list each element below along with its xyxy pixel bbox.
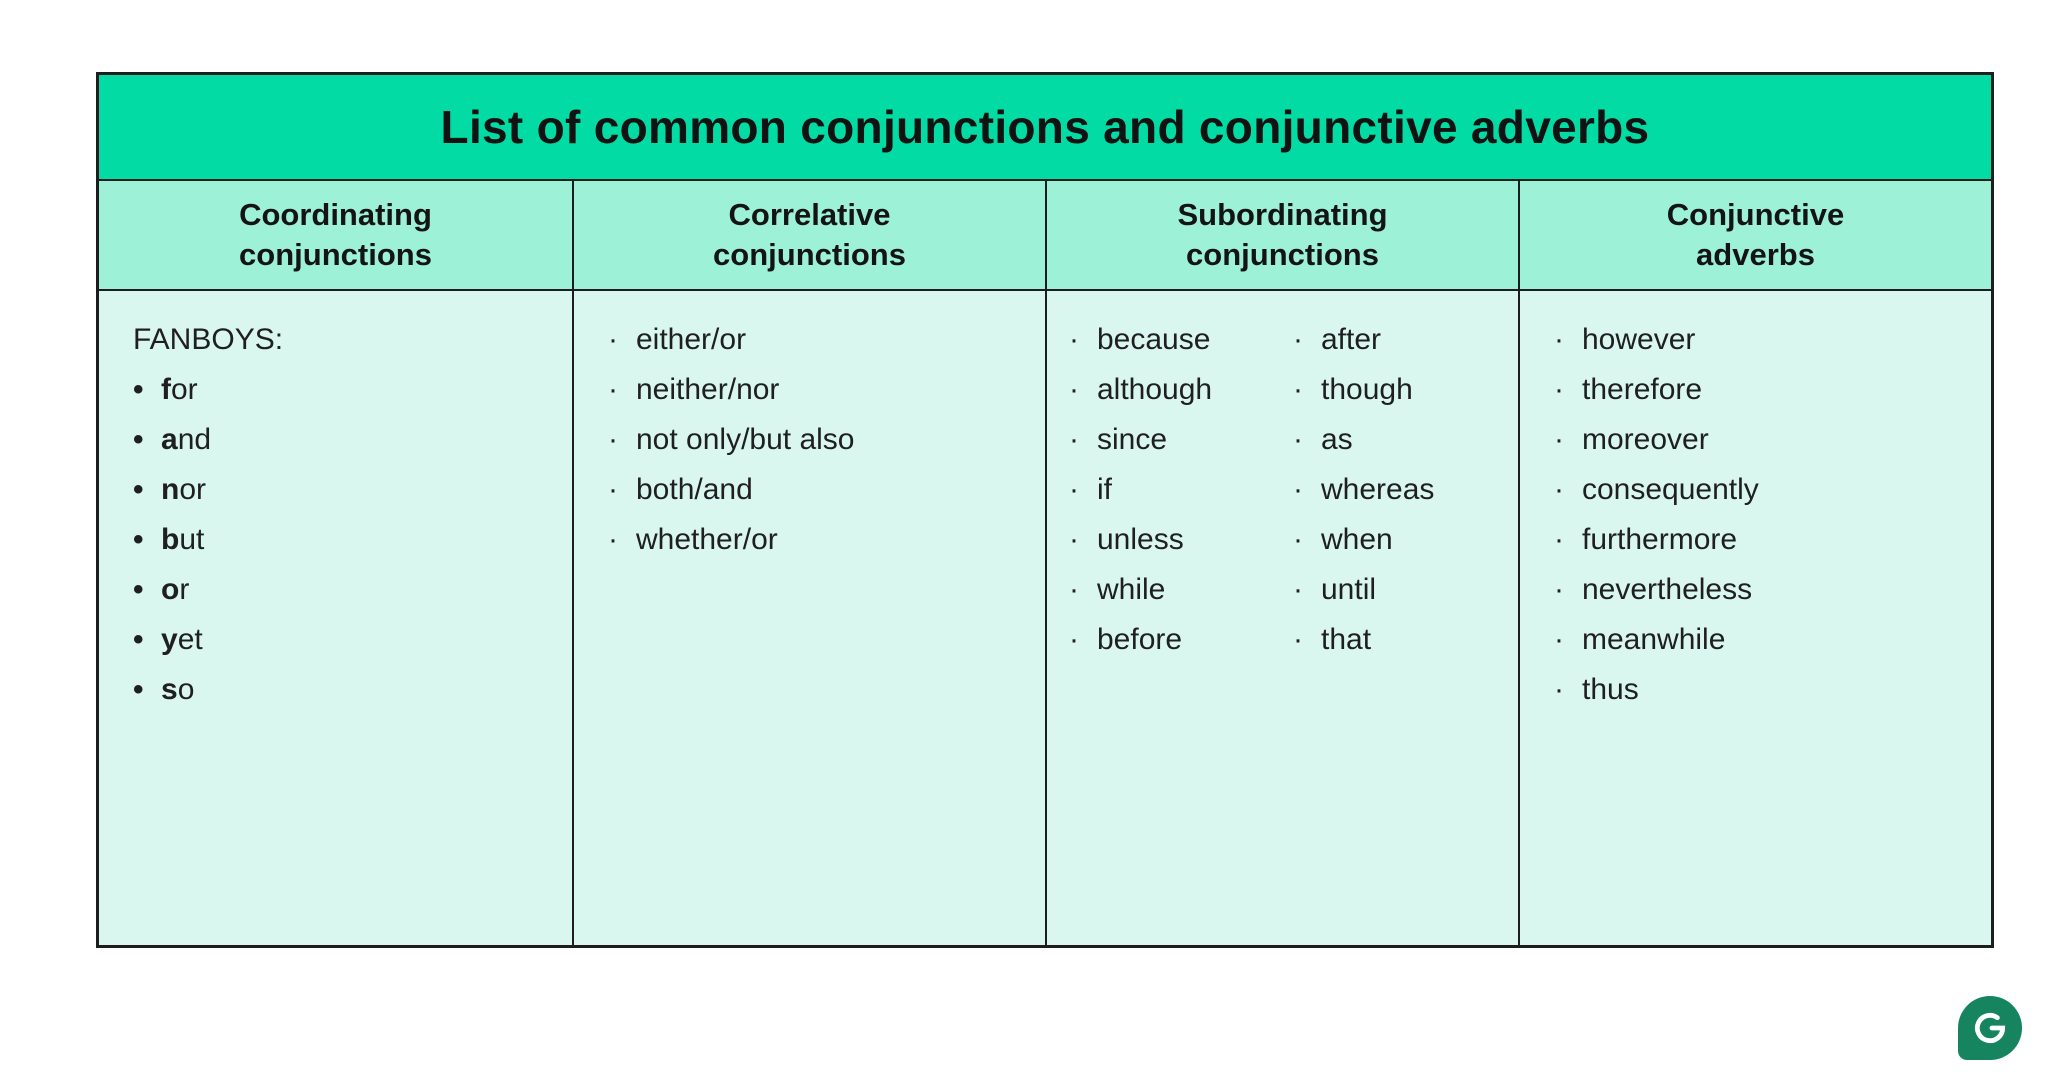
cell-correlative-conjunctions <box>572 291 1045 945</box>
table-title-bar <box>99 75 1991 181</box>
list-item <box>1554 365 1977 415</box>
list-item-label: nevertheless <box>1582 573 1753 606</box>
bullet-icon: • <box>133 473 144 506</box>
bullet-icon: · <box>1293 523 1303 556</box>
list-item <box>608 365 1031 415</box>
bullet-icon: · <box>1554 673 1564 706</box>
list-item <box>1293 565 1518 615</box>
list-item <box>1554 415 1977 465</box>
bullet-icon: · <box>608 423 618 456</box>
bullet-icon: • <box>133 573 144 606</box>
table-header-row <box>99 181 1991 291</box>
list-item-label: moreover <box>1582 423 1709 456</box>
table-body-row <box>99 291 1991 945</box>
conjunctions-table <box>96 72 1994 948</box>
bullet-icon: · <box>1069 423 1079 456</box>
list-item-label: after <box>1321 323 1382 356</box>
list-item <box>1069 515 1293 565</box>
list-item-label: but <box>161 523 205 556</box>
bullet-icon: • <box>133 423 144 456</box>
list-item-label: before <box>1097 623 1183 656</box>
bullet-icon: · <box>1293 323 1303 356</box>
list-item <box>1293 315 1518 365</box>
list-item <box>1554 515 1977 565</box>
header-line: conjunctions <box>239 237 432 272</box>
header-line: conjunctions <box>713 237 906 272</box>
list-item-label: while <box>1097 573 1166 606</box>
bullet-icon: · <box>608 523 618 556</box>
bullet-icon: · <box>1069 523 1079 556</box>
conjunctive-adverbs-list <box>1554 315 1977 715</box>
bullet-icon: · <box>1069 373 1079 406</box>
bullet-icon: · <box>608 373 618 406</box>
bullet-icon: · <box>1069 573 1079 606</box>
bullet-icon: · <box>1554 523 1564 556</box>
coordinating-list <box>133 365 558 715</box>
list-item-label: that <box>1321 623 1372 656</box>
list-item-label: yet <box>161 623 203 656</box>
bullet-icon: · <box>1554 473 1564 506</box>
list-item <box>1069 415 1293 465</box>
list-item-label: thus <box>1582 673 1639 706</box>
list-item-label: nor <box>161 473 207 506</box>
list-item-label: unless <box>1097 523 1184 556</box>
list-item <box>1069 365 1293 415</box>
list-item-label: either/or <box>636 323 747 356</box>
list-item-label: if <box>1097 473 1112 506</box>
grammarly-g-icon <box>1970 1008 2010 1048</box>
bullet-icon: · <box>1554 323 1564 356</box>
table-title: List of common conjunctions and conjunctive adverbs <box>440 101 1650 153</box>
list-item <box>1554 615 1977 665</box>
list-item-label: furthermore <box>1582 523 1738 556</box>
list-item <box>1293 415 1518 465</box>
bullet-icon: • <box>133 623 144 656</box>
column-header-subordinating <box>1045 181 1518 289</box>
list-item-label: and <box>161 423 212 456</box>
bullet-icon: · <box>1554 573 1564 606</box>
list-item-label: whereas <box>1321 473 1435 506</box>
column-header-conjunctive-adverbs <box>1518 181 1991 289</box>
list-item-label: not only/but also <box>636 423 855 456</box>
list-item-label: therefore <box>1582 373 1703 406</box>
list-item <box>1069 615 1293 665</box>
list-item <box>133 615 558 665</box>
list-item <box>133 565 558 615</box>
list-item <box>1293 615 1518 665</box>
header-line: Conjunctive <box>1666 197 1845 232</box>
list-item-label: however <box>1582 323 1696 356</box>
list-item-label: neither/nor <box>636 373 780 406</box>
subordinating-list-right <box>1293 315 1518 945</box>
bullet-icon: • <box>133 373 144 406</box>
list-item-label: as <box>1321 423 1353 456</box>
cell-coordinating-conjunctions <box>99 291 572 945</box>
bullet-icon: · <box>1069 323 1079 356</box>
list-item <box>1554 315 1977 365</box>
subordinating-list-left <box>1069 315 1293 945</box>
bullet-icon: · <box>1293 473 1303 506</box>
list-item-label: when <box>1321 523 1393 556</box>
bullet-icon: • <box>133 523 144 556</box>
correlative-list <box>608 315 1031 565</box>
bullet-icon: · <box>1293 573 1303 606</box>
list-item-label: although <box>1097 373 1213 406</box>
list-item <box>1069 565 1293 615</box>
list-item <box>1293 465 1518 515</box>
grammarly-logo <box>1958 996 2022 1060</box>
bullet-icon: · <box>608 473 618 506</box>
list-item-label: or <box>161 573 190 606</box>
bullet-icon: · <box>1069 473 1079 506</box>
list-item <box>133 465 558 515</box>
bullet-icon: · <box>1293 423 1303 456</box>
list-item <box>133 415 558 465</box>
header-line: Subordinating <box>1177 197 1388 232</box>
header-line: adverbs <box>1696 237 1815 272</box>
header-line: Correlative <box>728 197 891 232</box>
list-item <box>608 465 1031 515</box>
list-item <box>1554 565 1977 615</box>
bullet-icon: · <box>1293 373 1303 406</box>
list-item-label: both/and <box>636 473 753 506</box>
list-item <box>133 365 558 415</box>
fanboys-label: FANBOYS: <box>133 323 284 356</box>
list-item <box>608 315 1031 365</box>
list-item-label: because <box>1097 323 1211 356</box>
bullet-icon: • <box>133 673 144 706</box>
list-item <box>1293 365 1518 415</box>
list-item <box>608 415 1031 465</box>
bullet-icon: · <box>1554 423 1564 456</box>
bullet-icon: · <box>608 323 618 356</box>
header-line: conjunctions <box>1186 237 1379 272</box>
list-item <box>133 665 558 715</box>
cell-conjunctive-adverbs <box>1518 291 1991 945</box>
bullet-icon: · <box>1293 623 1303 656</box>
bullet-icon: · <box>1554 623 1564 656</box>
list-item <box>608 515 1031 565</box>
list-item-label: whether/or <box>636 523 778 556</box>
header-line: Coordinating <box>239 197 432 232</box>
cell-subordinating-conjunctions <box>1045 291 1518 945</box>
list-item-label: meanwhile <box>1582 623 1726 656</box>
list-item <box>1293 515 1518 565</box>
list-item-label: since <box>1097 423 1168 456</box>
bullet-icon: · <box>1554 373 1564 406</box>
list-item <box>1069 465 1293 515</box>
list-item-label: until <box>1321 573 1377 606</box>
bullet-icon: · <box>1069 623 1079 656</box>
list-item-label: though <box>1321 373 1413 406</box>
list-item-label: so <box>161 673 195 706</box>
column-header-correlative <box>572 181 1045 289</box>
list-item <box>1554 665 1977 715</box>
list-item <box>1069 315 1293 365</box>
list-item <box>133 515 558 565</box>
list-item <box>1554 465 1977 515</box>
list-item-label: consequently <box>1582 473 1759 506</box>
list-item-label: for <box>161 373 198 406</box>
column-header-coordinating <box>99 181 572 289</box>
